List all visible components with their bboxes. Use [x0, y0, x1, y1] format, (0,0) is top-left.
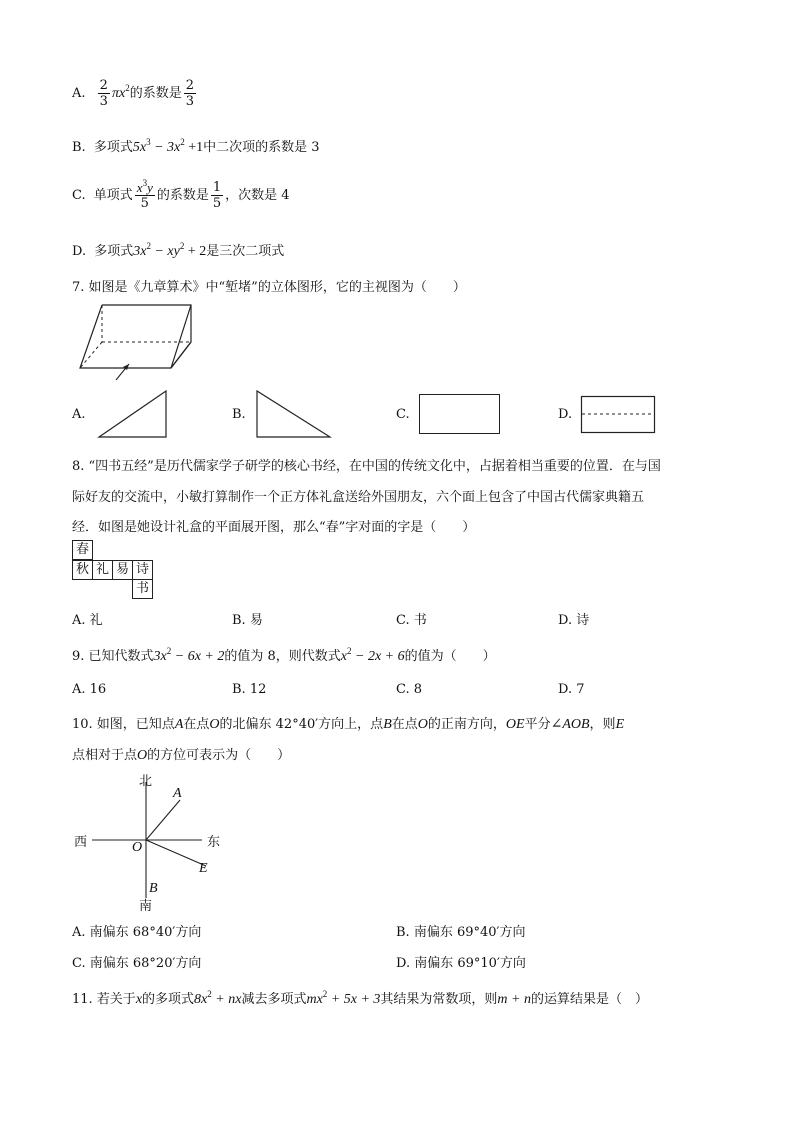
math-expr: $\pi x^2$	[111, 83, 130, 101]
q7-option-a-figure	[98, 390, 168, 438]
q8-option-a: A. 礼	[72, 613, 103, 628]
q7-option-b-figure	[256, 390, 332, 438]
q7-option-b-label: B.	[232, 407, 246, 422]
west-label: 西	[74, 835, 88, 850]
q7-option-d-figure	[581, 396, 656, 434]
point-o-label: O	[132, 840, 143, 855]
point-e-label: E	[199, 861, 208, 876]
option-text: ，次数是 4	[225, 188, 290, 203]
q7-option-a-label: A.	[72, 407, 86, 422]
math-expr: $5x^3 - 3x^2 +1$	[132, 137, 204, 155]
q8-option-b: B. 易	[232, 613, 263, 628]
q6-option-c	[72, 176, 290, 216]
fraction: $\frac{2}{3}$	[185, 78, 194, 109]
q7-stem: 7. 如图是《九章算术》中“堑堵”的立体图形，它的主视图为（ ）	[72, 280, 466, 295]
q9-stem: 9. 已知代数式$3x^2 - 6x + 2$的值为 8，则代数式$x^2 - 2x + 6$的值为（ ）	[72, 646, 496, 664]
q10-option-a: A. 南偏东 68°40′方向	[72, 925, 202, 940]
math-expr: $3x^2 - xy^2 + 2$	[133, 241, 207, 259]
option-text: 是三次二项式	[206, 244, 285, 259]
q9-option-a: A. 16	[72, 682, 107, 697]
option-text: 中二次项的系数是 3	[203, 140, 320, 155]
option-label: A.	[72, 86, 86, 101]
q10-stem-line1: 10. 如图，已知点A在点O的北偏东 42°40′方向上，点B在点O的正南方向，OE平分∠AOB，则E	[72, 717, 625, 732]
option-label: D.	[72, 244, 87, 259]
option-label: B.	[72, 140, 86, 155]
q6-option-d	[72, 240, 284, 260]
q8-option-c: C. 书	[396, 613, 427, 628]
option-text: 多项式	[94, 244, 134, 259]
q7-prism-figure	[76, 300, 201, 385]
option-label: C.	[72, 188, 86, 203]
option-text: 的系数是	[156, 188, 209, 203]
q8-option-d: D. 诗	[558, 613, 590, 628]
q10-option-d: D. 南偏东 69°10′方向	[396, 956, 526, 971]
q6-option-a	[72, 74, 198, 114]
net-cell: 易	[112, 560, 133, 580]
fraction: $\frac{1}{5}$	[212, 180, 222, 211]
net-cell-bottom: 书	[132, 579, 153, 599]
fraction: $\frac{x^3y}{5}$	[136, 178, 153, 211]
option-text: 的系数是	[129, 86, 182, 101]
q10-stem-line2: 点相对于点O的方位可表示为（ ）	[72, 748, 291, 763]
q8-stem-line2: 际好友的交流中，小敏打算制作一个正方体礼盒送给外国朋友，六个面上包含了中国古代儒家典籍五	[72, 490, 645, 505]
south-label: 南	[139, 899, 153, 914]
north-label: 北	[139, 774, 153, 789]
option-text: 多项式	[93, 140, 133, 155]
option-text: 单项式	[93, 188, 133, 203]
net-cell: 礼	[92, 560, 113, 580]
fraction: $\frac{2}{3}$	[99, 78, 108, 109]
net-cell: 秋	[72, 560, 93, 580]
q9-option-c: C. 8	[396, 682, 423, 697]
net-cell: 诗	[132, 560, 153, 580]
q9-option-b: B. 12	[232, 682, 267, 697]
q10-option-c: C. 南偏东 68°20′方向	[72, 956, 202, 971]
point-b-label: B	[149, 881, 158, 896]
q7-option-c-figure	[419, 394, 500, 434]
q7-option-d-label: D.	[558, 407, 573, 422]
point-a-label: A	[173, 786, 182, 801]
q9-option-d: D. 7	[558, 682, 585, 697]
q11-stem: 11. 若关于x的多项式$8x^2$ + nx减去多项式$mx^2 + 5x + 3$其结果为常数项，则m + n的运算结果是（ ）	[72, 989, 648, 1007]
q8-stem-line3: 经．如图是她设计礼盒的平面展开图，那么“春”字对面的字是（ ）	[72, 520, 476, 535]
net-cell-top: 春	[72, 540, 93, 560]
q6-option-b	[72, 136, 320, 156]
q10-option-b: B. 南偏东 69°40′方向	[396, 925, 526, 940]
q7-option-c-label: C.	[396, 407, 410, 422]
east-label: 东	[207, 835, 221, 850]
q8-stem-line1: 8. “四书五经”是历代儒家学子研学的核心书经，在中国的传统文化中，占据着相当重要的位置．在与国	[72, 459, 661, 474]
